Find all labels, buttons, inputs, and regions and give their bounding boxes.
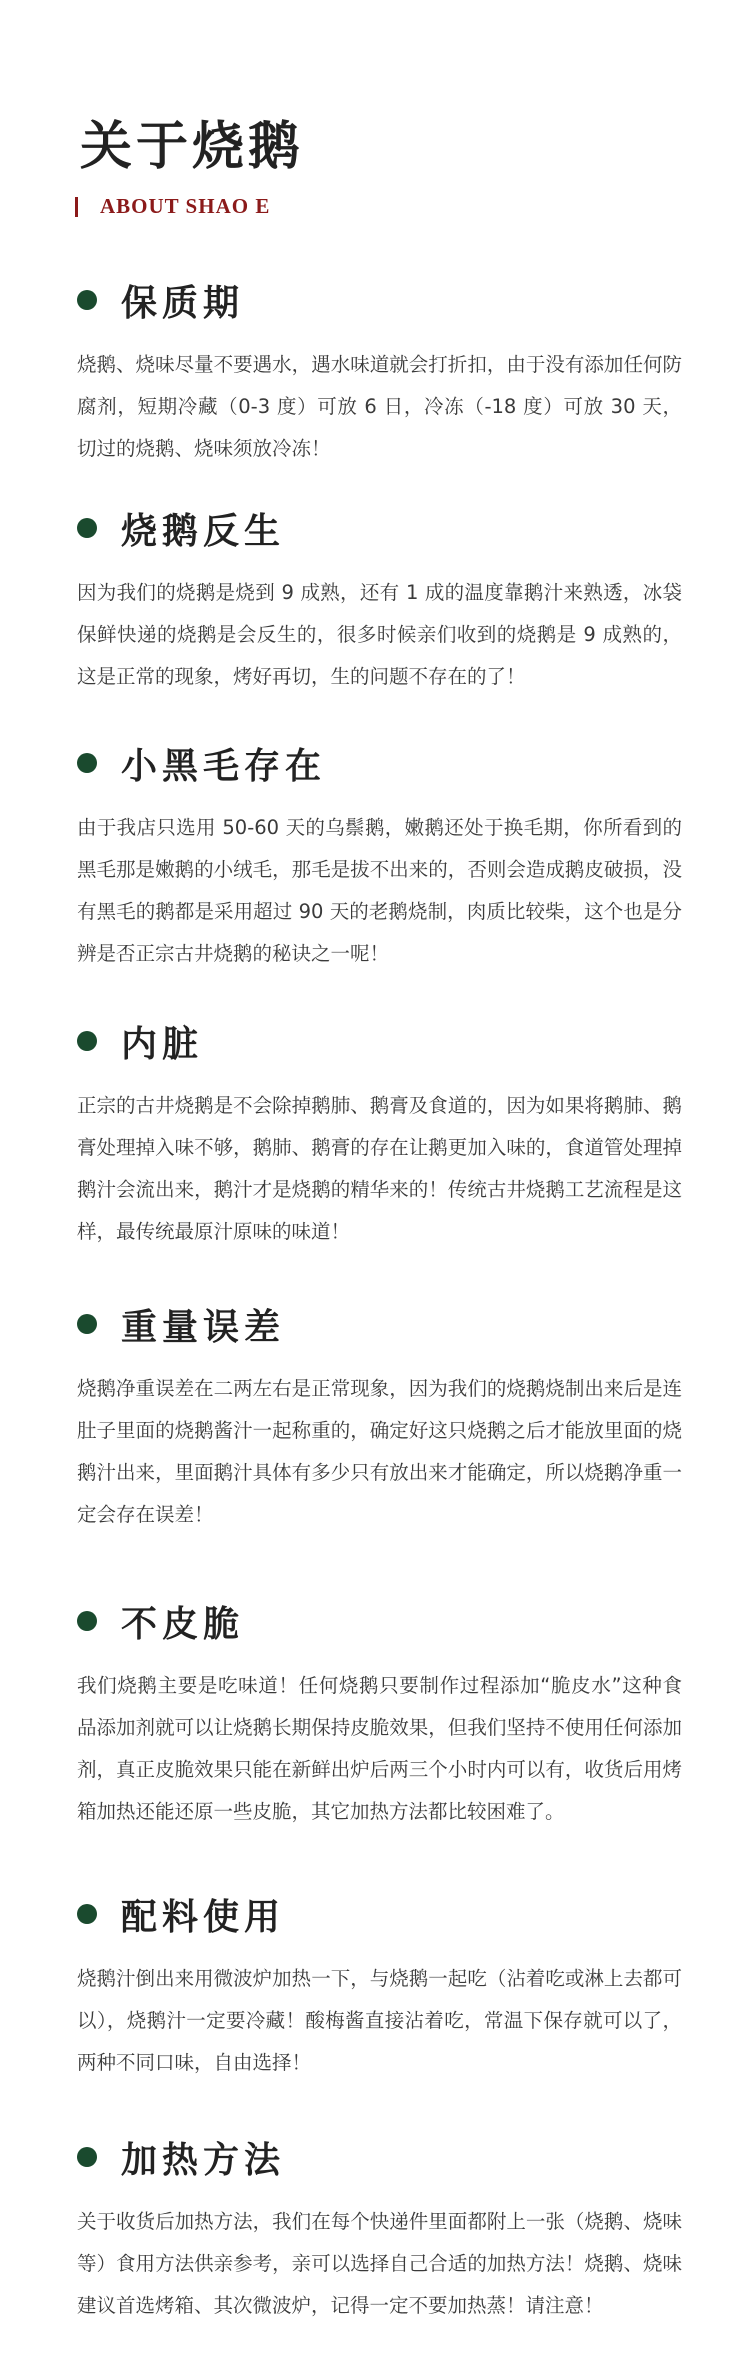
section-body: 我们烧鹅主要是吃味道！任何烧鹅只要制作过程添加“脆皮水”这种食品添加剂就可以让烧鹅长期保持皮脆效果，但我们坚持不使用任何添加剂，真正皮脆效果只能在新鲜出炉后两三个小时内可以有，收货后用烤箱加热还能还原一些皮脆，其它加热方法都比较困难了。 [77,1674,682,1823]
section-heading [0,272,750,328]
section-heading [0,1886,750,1942]
section-title: 不皮脆 [121,1602,245,1645]
section-shelf-life [0,272,750,470]
section-heading [0,2129,750,2185]
section-body: 由于我店只选用 50-60 天的乌鬃鹅，嫩鹅还处于换毛期，你所看到的黑毛那是嫩鹅的小绒毛，那毛是拔不出来的，否则会造成鹅皮破损，没有黑毛的鹅都是采用超过 90 天的老鹅烧制，肉质比较柴，这个也是分辨是否正宗古井烧鹅的秘诀之一呢！ [77,816,682,965]
subtitle-accent-bar [75,197,78,217]
bullet-dot-icon [77,2147,97,2167]
section-body: 烧鹅、烧味尽量不要遇水，遇水味道就会打折扣，由于没有添加任何防腐剂，短期冷藏（0-3 度）可放 6 日，冷冻（-18 度）可放 30 天，切过的烧鹅、烧味须放冷冻！ [77,353,682,460]
section-heating-method [0,2129,750,2327]
section-heading [0,500,750,556]
bullet-dot-icon [77,1904,97,1924]
section-innards [0,1013,750,1253]
section-black-feathers [0,735,750,975]
section-body: 关于收货后加热方法，我们在每个快递件里面都附上一张（烧鹅、烧味等）食用方法供亲参考，亲可以选择自己合适的加热方法！烧鹅、烧味建议首选烤箱、其次微波炉，记得一定不要加热蒸！请注意！ [77,2210,682,2317]
section-heading [0,735,750,791]
section-body: 烧鹅净重误差在二两左右是正常现象，因为我们的烧鹅烧制出来后是连肚子里面的烧鹅酱汁一起称重的，确定好这只烧鹅之后才能放里面的烧鹅汁出来，里面鹅汁具体有多少只有放出来才能确定，所以烧鹅净重一定会存在误差！ [77,1377,682,1526]
section-heading [0,1013,750,1069]
bullet-dot-icon [77,1314,97,1334]
bullet-dot-icon [77,290,97,310]
section-title: 小黑毛存在 [121,744,327,787]
section-title: 加热方法 [121,2138,286,2181]
section-undercooked [0,500,750,698]
bullet-dot-icon [77,1611,97,1631]
section-heading [0,1296,750,1352]
section-weight-error [0,1296,750,1536]
section-not-crispy [0,1593,750,1833]
bullet-dot-icon [77,1031,97,1051]
bullet-dot-icon [77,518,97,538]
section-body: 因为我们的烧鹅是烧到 9 成熟，还有 1 成的温度靠鹅汁来熟透，冰袋保鲜快递的烧鹅是会反生的，很多时候亲们收到的烧鹅是 9 成熟的，这是正常的现象，烤好再切，生的问题不存在的了！ [77,581,682,688]
section-title: 配料使用 [121,1895,286,1938]
page-title: 关于烧鹅 [80,116,305,177]
section-title: 重量误差 [121,1305,286,1348]
section-title: 烧鹅反生 [121,509,286,552]
section-title: 保质期 [121,281,245,324]
section-body: 烧鹅汁倒出来用微波炉加热一下，与烧鹅一起吃（沾着吃或淋上去都可以），烧鹅汁一定要冷藏！酸梅酱直接沾着吃，常温下保存就可以了，两种不同口味，自由选择！ [77,1967,682,2074]
page-subtitle: ABOUT SHAO E [100,194,271,218]
subtitle-row [75,194,270,219]
section-sauce-usage [0,1886,750,2084]
bullet-dot-icon [77,753,97,773]
section-heading [0,1593,750,1649]
section-body: 正宗的古井烧鹅是不会除掉鹅肺、鹅膏及食道的，因为如果将鹅肺、鹅膏处理掉入味不够，鹅肺、鹅膏的存在让鹅更加入味的，食道管处理掉鹅汁会流出来，鹅汁才是烧鹅的精华来的！传统古井烧鹅工艺流程是这样，最传统最原汁原味的味道！ [77,1094,682,1243]
section-title: 内脏 [121,1022,204,1065]
